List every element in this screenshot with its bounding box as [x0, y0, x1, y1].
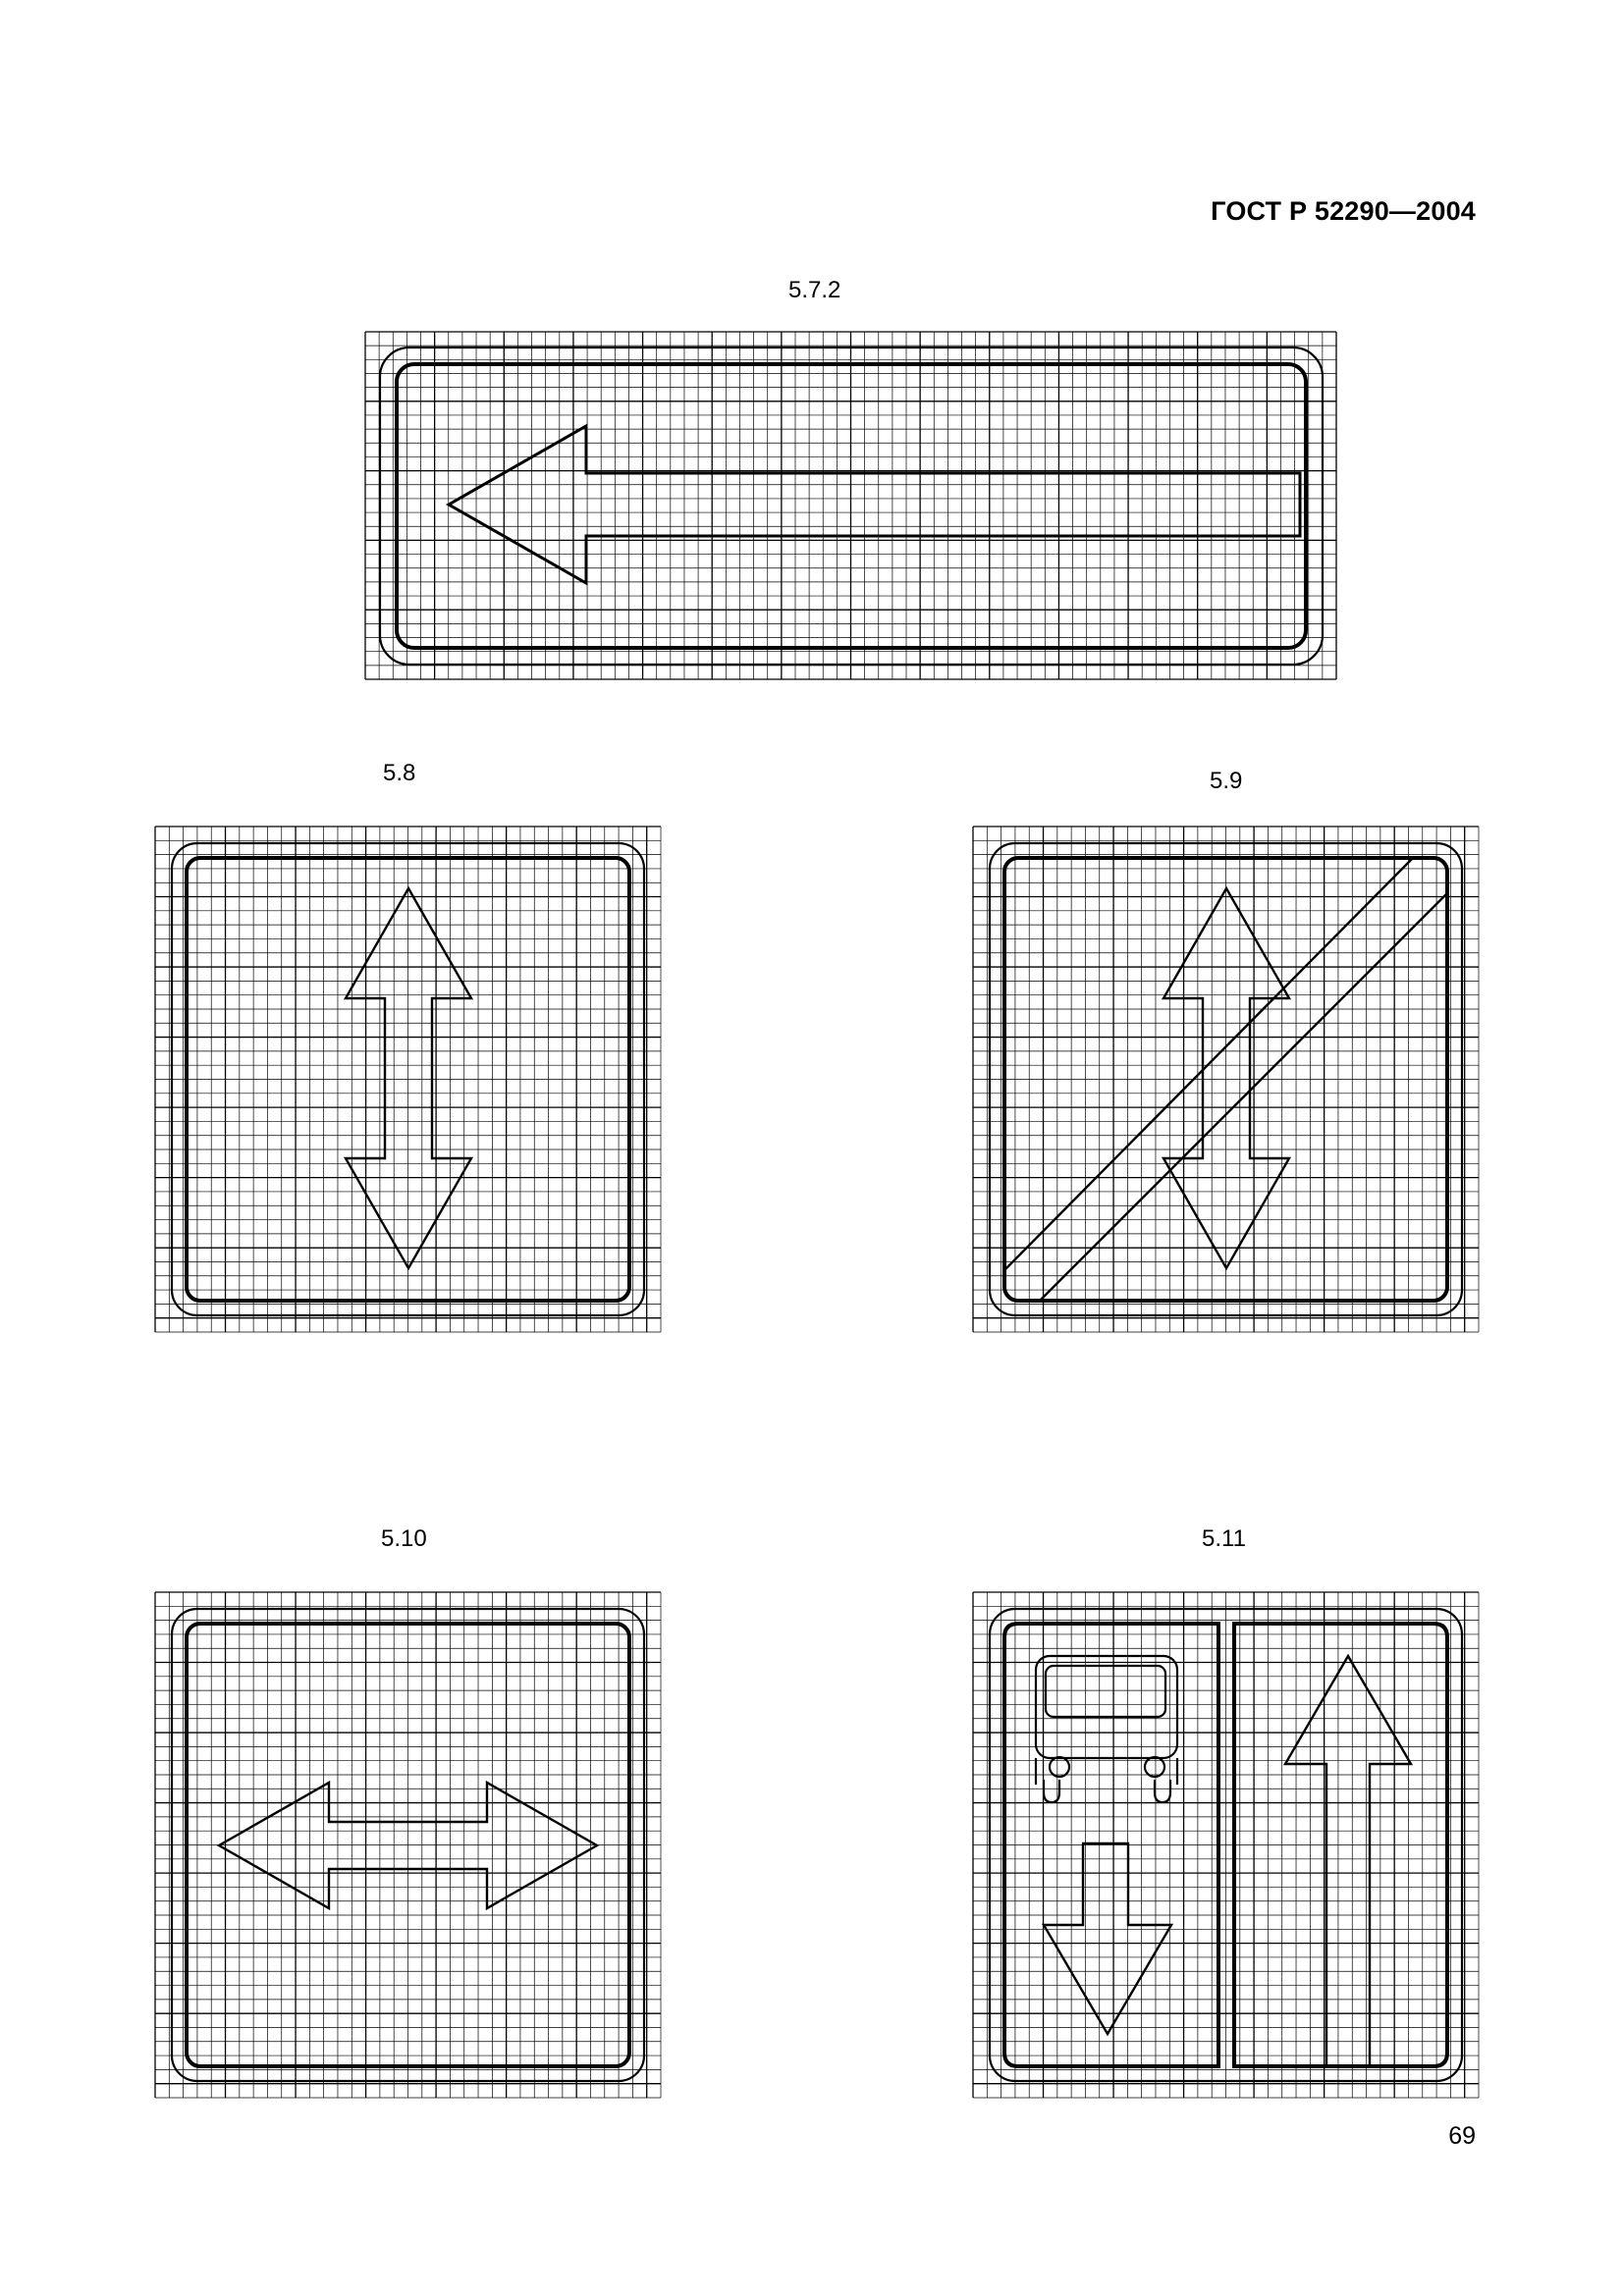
sign-5-9	[973, 827, 1479, 1332]
down-arrow-icon	[1044, 1843, 1171, 2034]
sign-5-11	[973, 1592, 1479, 2098]
grid	[155, 1592, 661, 2098]
grid	[365, 332, 1336, 679]
sign-5-10	[155, 1592, 661, 2098]
sign-5-8	[155, 827, 661, 1332]
figure-label-5-9: 5.9	[1210, 768, 1243, 794]
two-way-traffic-vertical-icon	[346, 888, 471, 1268]
two-way-traffic-vertical-icon	[1163, 888, 1289, 1268]
grid	[973, 827, 1479, 1332]
sign-5-7-2	[365, 332, 1336, 679]
page-number: 69	[1448, 2122, 1476, 2150]
grid	[155, 827, 661, 1332]
figure-label-5-10: 5.10	[381, 1525, 427, 1552]
figure-label-5-7-2: 5.7.2	[788, 277, 841, 303]
figure-label-5-11: 5.11	[1202, 1525, 1246, 1552]
document-code: ГОСТ Р 52290—2004	[1211, 196, 1476, 226]
one-way-left-arrow-icon	[449, 426, 1300, 583]
up-arrow-icon	[1285, 1656, 1411, 2066]
figure-label-5-8: 5.8	[383, 760, 416, 786]
